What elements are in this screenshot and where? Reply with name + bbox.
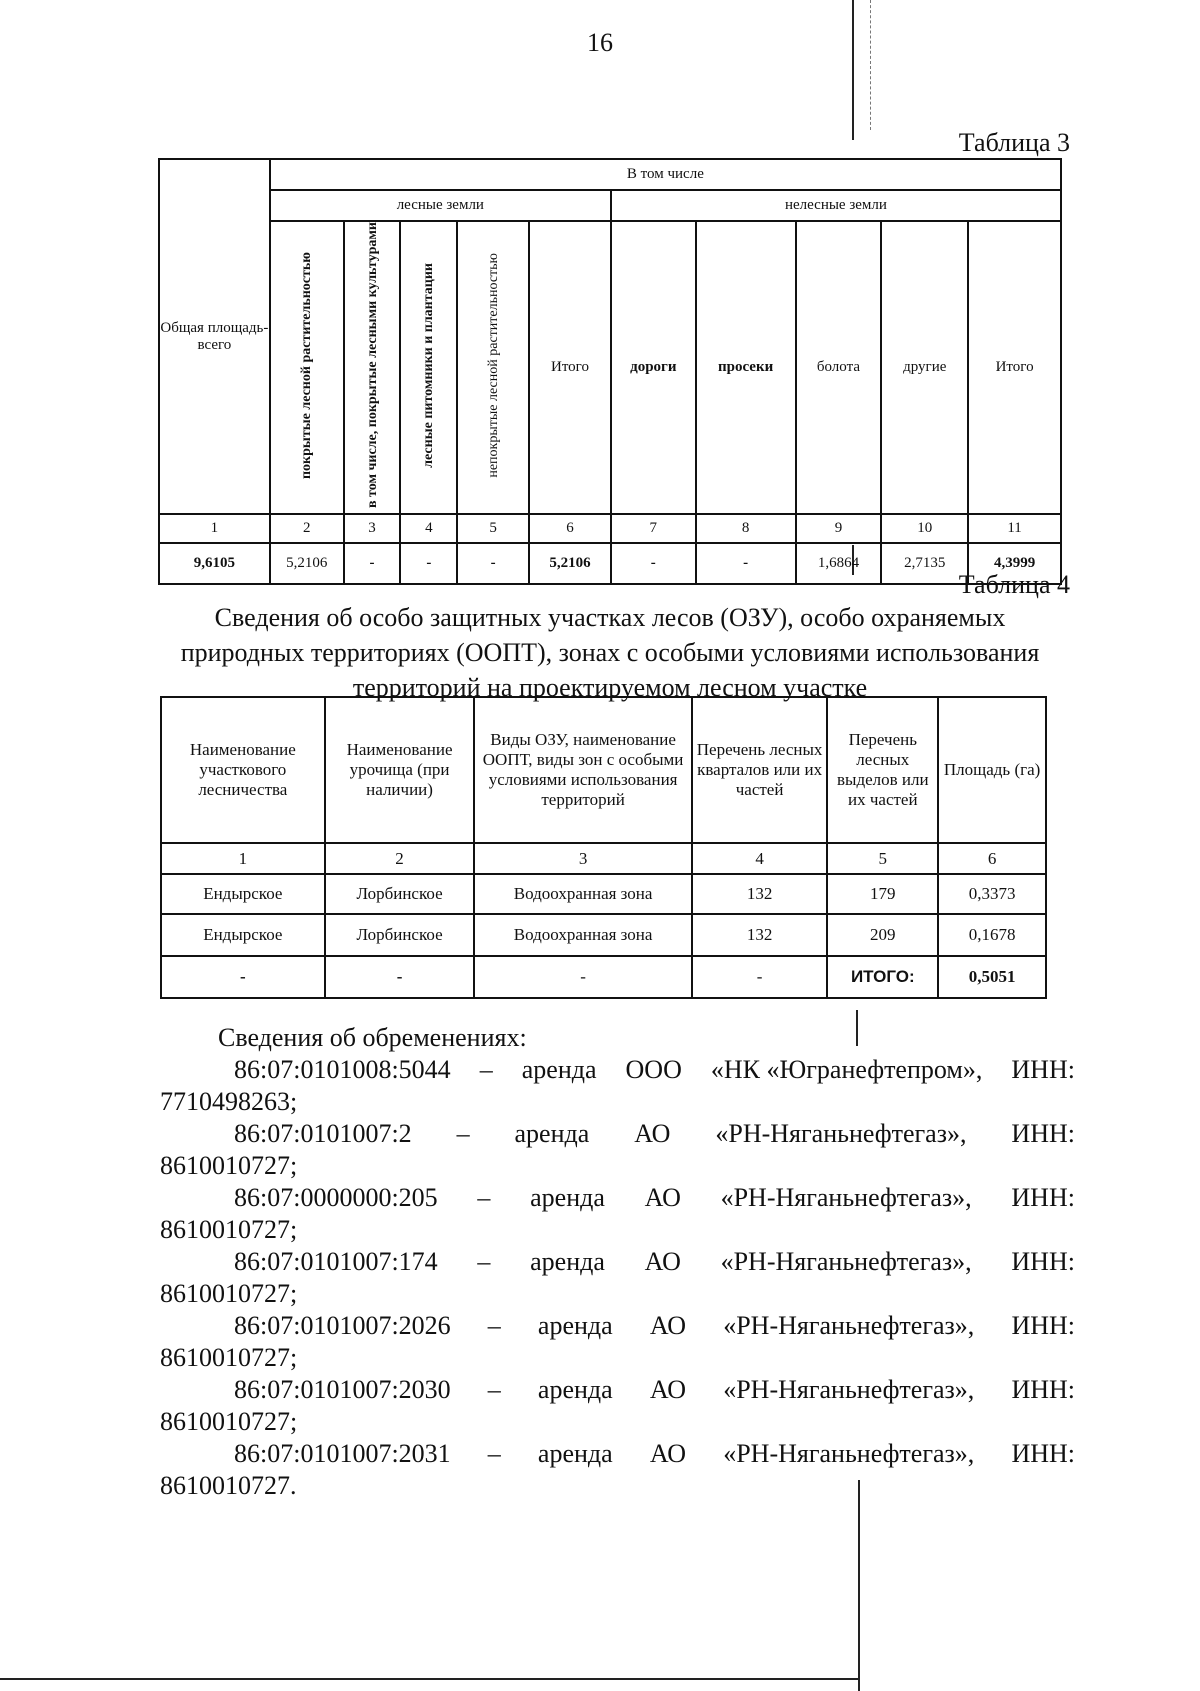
- encumbrance-word: 86:07:0101007:2031: [234, 1439, 451, 1468]
- table3-header-forest: лесные земли: [270, 190, 611, 221]
- encumbrance-word: –: [487, 1311, 501, 1340]
- table3-col-number: 9: [796, 514, 882, 543]
- table4-col-header: Виды ОЗУ, наименование ООПТ, виды зон с особыми условиями использования территорий: [474, 697, 691, 843]
- table4-cell: Водоохранная зона: [474, 874, 691, 914]
- table4-col-header: Наименование урочища (при наличии): [325, 697, 475, 843]
- table4-cell: 0,1678: [938, 914, 1046, 956]
- table3-cell: -: [400, 543, 457, 584]
- encumbrance-word: –: [477, 1247, 491, 1276]
- encumbrance-inn: 8610010727;: [160, 1407, 298, 1436]
- encumbrance-word: аренда: [514, 1119, 590, 1148]
- encumbrance-inn: 8610010727;: [160, 1343, 298, 1372]
- encumbrance-word: «РН-Няганьнефтегаз»,: [723, 1311, 975, 1340]
- encumbrance-word: ИНН:: [1011, 1119, 1075, 1148]
- table3-col-header: другие: [881, 221, 968, 514]
- encumbrance-word: аренда: [530, 1183, 605, 1212]
- encumbrance-word: «РН-Няганьнефтегаз»,: [723, 1439, 975, 1468]
- table4-number-row: [161, 843, 1046, 874]
- table3-cell: -: [344, 543, 401, 584]
- encumbrance-entry: [160, 1374, 1075, 1438]
- table4-col-header: Наименование участкового лесничества: [161, 697, 325, 843]
- encumbrance-word: «НК «Югранефтепром»,: [710, 1055, 983, 1084]
- encumbrance-word: 86:07:0101007:174: [234, 1247, 438, 1276]
- table3-col-number: 4: [400, 514, 457, 543]
- encumbrance-word: аренда: [537, 1375, 613, 1404]
- table4-total-label: ИТОГО:: [827, 956, 938, 998]
- table4-cell: Водоохранная зона: [474, 914, 691, 956]
- table3-cell: 9,6105: [159, 543, 270, 584]
- table3-data-row: [159, 543, 1061, 584]
- encumbrance-word: –: [477, 1183, 491, 1212]
- table3-cell: -: [457, 543, 529, 584]
- table3-col-number: 8: [696, 514, 796, 543]
- table3-cell: 5,2106: [529, 543, 611, 584]
- table3-col-header: Итого: [529, 221, 611, 514]
- table4-col-number: 5: [827, 843, 938, 874]
- table4-col-header: Перечень лесных выделов или их частей: [827, 697, 938, 843]
- table4-total-row: [161, 956, 1046, 998]
- encumbrance-entry: [160, 1054, 1075, 1118]
- table3-cell: -: [611, 543, 696, 584]
- encumbrance-word: АО: [649, 1311, 687, 1340]
- table3-col-number: 2: [270, 514, 344, 543]
- encumbrance-entry: [160, 1118, 1075, 1182]
- table4-cell: -: [161, 956, 325, 998]
- table3-cell: 1,6864: [796, 543, 882, 584]
- table3-header-including: В том числе: [270, 159, 1061, 190]
- table4-cell: 132: [692, 914, 828, 956]
- encumbrance-inn: 8610010727;: [160, 1151, 298, 1180]
- table3-col-number: 6: [529, 514, 611, 543]
- encumbrance-word: АО: [649, 1439, 687, 1468]
- encumbrance-line: [160, 1310, 1075, 1342]
- encumbrance-word: АО: [634, 1119, 671, 1148]
- table3-col-header: лесные питомники и плантации: [400, 221, 457, 514]
- table4-cell: 0,3373: [938, 874, 1046, 914]
- table4-cell: Лорбинское: [325, 914, 475, 956]
- table3-col-number: 1: [159, 514, 270, 543]
- table3-col-number: 10: [881, 514, 968, 543]
- table4-cell: -: [325, 956, 475, 998]
- table4-row: [161, 914, 1046, 956]
- table3-caption: Таблица 3: [958, 128, 1070, 157]
- page-number: 16: [587, 28, 613, 57]
- encumbrance-word: «РН-Няганьнефтегаз»,: [723, 1375, 975, 1404]
- encumbrances-heading: Сведения об обременениях:: [218, 1023, 527, 1052]
- encumbrances-section: [160, 1022, 1075, 1502]
- encumbrance-word: –: [487, 1439, 501, 1468]
- table4-col-number: 1: [161, 843, 325, 874]
- encumbrance-word: 86:07:0101008:5044: [234, 1055, 451, 1084]
- table4-col-number: 6: [938, 843, 1046, 874]
- table3-header-total: Общая площадь-всего: [159, 159, 270, 514]
- table4-col-header: Площадь (га): [938, 697, 1046, 843]
- table3-cell: -: [696, 543, 796, 584]
- encumbrance-line: [160, 1374, 1075, 1406]
- table3-col-number: 11: [968, 514, 1061, 543]
- encumbrance-word: «РН-Няганьнефтегаз»,: [715, 1119, 967, 1148]
- encumbrance-word: «РН-Няганьнефтегаз»,: [720, 1247, 972, 1276]
- encumbrance-word: –: [487, 1375, 501, 1404]
- table3: [158, 158, 1062, 585]
- scan-artifact-line: [858, 1480, 860, 1691]
- encumbrance-word: –: [456, 1119, 470, 1148]
- table4-cell: Лорбинское: [325, 874, 475, 914]
- table4-col-number: 3: [474, 843, 691, 874]
- encumbrance-word: ИНН:: [1011, 1183, 1075, 1212]
- table3-header-nonforest: нелесные земли: [611, 190, 1061, 221]
- encumbrance-word: ИНН:: [1011, 1055, 1075, 1084]
- encumbrance-word: ИНН:: [1011, 1311, 1075, 1340]
- table4-row: [161, 874, 1046, 914]
- table3-number-row: [159, 514, 1061, 543]
- encumbrance-inn: 7710498263;: [160, 1087, 298, 1116]
- encumbrance-word: 86:07:0101007:2030: [234, 1375, 451, 1404]
- table4-cell: Ендырское: [161, 914, 325, 956]
- table4-cell: 179: [827, 874, 938, 914]
- encumbrance-word: 86:07:0000000:205: [234, 1183, 438, 1212]
- encumbrance-word: АО: [644, 1183, 681, 1212]
- encumbrance-entry: [160, 1438, 1075, 1502]
- encumbrance-word: АО: [649, 1375, 687, 1404]
- encumbrance-word: ИНН:: [1011, 1439, 1075, 1468]
- table3-col-header: в том числе, покрытые лесными культурами: [344, 221, 401, 514]
- encumbrance-word: ИНН:: [1011, 1247, 1075, 1276]
- encumbrance-word: –: [479, 1055, 493, 1084]
- encumbrances-list: [160, 1054, 1075, 1502]
- table4-header-row: [161, 697, 1046, 843]
- table4-cell: -: [692, 956, 828, 998]
- encumbrance-line: [160, 1438, 1075, 1470]
- encumbrance-inn: 8610010727;: [160, 1279, 298, 1308]
- scan-artifact-line: [870, 0, 871, 130]
- table4-cell: 132: [692, 874, 828, 914]
- table4-cell: 209: [827, 914, 938, 956]
- encumbrance-entry: [160, 1310, 1075, 1374]
- encumbrance-word: ИНН:: [1011, 1375, 1075, 1404]
- encumbrance-word: аренда: [521, 1055, 597, 1084]
- encumbrance-word: аренда: [537, 1311, 613, 1340]
- table4-col-number: 2: [325, 843, 475, 874]
- table3-col-header: непокрытые лесной растительностью: [457, 221, 529, 514]
- encumbrance-word: ООО: [625, 1055, 682, 1084]
- encumbrance-line: [160, 1246, 1075, 1278]
- table4-cell: -: [474, 956, 691, 998]
- table3-cell: 2,7135: [881, 543, 968, 584]
- encumbrance-word: аренда: [537, 1439, 613, 1468]
- table3-cell: 4,3999: [968, 543, 1061, 584]
- table4-total-value: 0,5051: [938, 956, 1046, 998]
- encumbrance-inn: 8610010727.: [160, 1471, 297, 1500]
- encumbrance-inn: 8610010727;: [160, 1215, 298, 1244]
- table3-col-header: покрытые лесной растительностью: [270, 221, 344, 514]
- table3-col-number: 7: [611, 514, 696, 543]
- table4-col-number: 4: [692, 843, 828, 874]
- encumbrance-word: АО: [644, 1247, 681, 1276]
- encumbrance-word: аренда: [530, 1247, 605, 1276]
- table3-col-number: 3: [344, 514, 401, 543]
- table3-col-header: болота: [796, 221, 882, 514]
- table3-col-header: дороги: [611, 221, 696, 514]
- table3-col-number: 5: [457, 514, 529, 543]
- table3-col-header: Итого: [968, 221, 1061, 514]
- encumbrance-entry: [160, 1246, 1075, 1310]
- table4: [160, 696, 1047, 999]
- table4-cell: Ендырское: [161, 874, 325, 914]
- encumbrance-entry: [160, 1182, 1075, 1246]
- table4-title: Сведения об особо защитных участках лесов (ОЗУ), особо охраняемых природных территориях (ООПТ), зонах с особыми условиями использования территорий на проектируемом лесном участке: [180, 603, 1040, 702]
- scan-artifact-line: [852, 0, 854, 140]
- encumbrance-word: 86:07:0101007:2: [234, 1119, 412, 1148]
- encumbrance-word: «РН-Няганьнефтегаз»,: [720, 1183, 972, 1212]
- encumbrance-line: [160, 1054, 1075, 1086]
- encumbrance-word: 86:07:0101007:2026: [234, 1311, 451, 1340]
- table3-col-header: просеки: [696, 221, 796, 514]
- encumbrance-line: [160, 1182, 1075, 1214]
- scan-artifact-line: [0, 1678, 860, 1680]
- encumbrance-line: [160, 1118, 1075, 1150]
- table4-caption: Таблица 4: [958, 570, 1070, 599]
- table4-col-header: Перечень лесных кварталов или их частей: [692, 697, 828, 843]
- table3-cell: 5,2106: [270, 543, 344, 584]
